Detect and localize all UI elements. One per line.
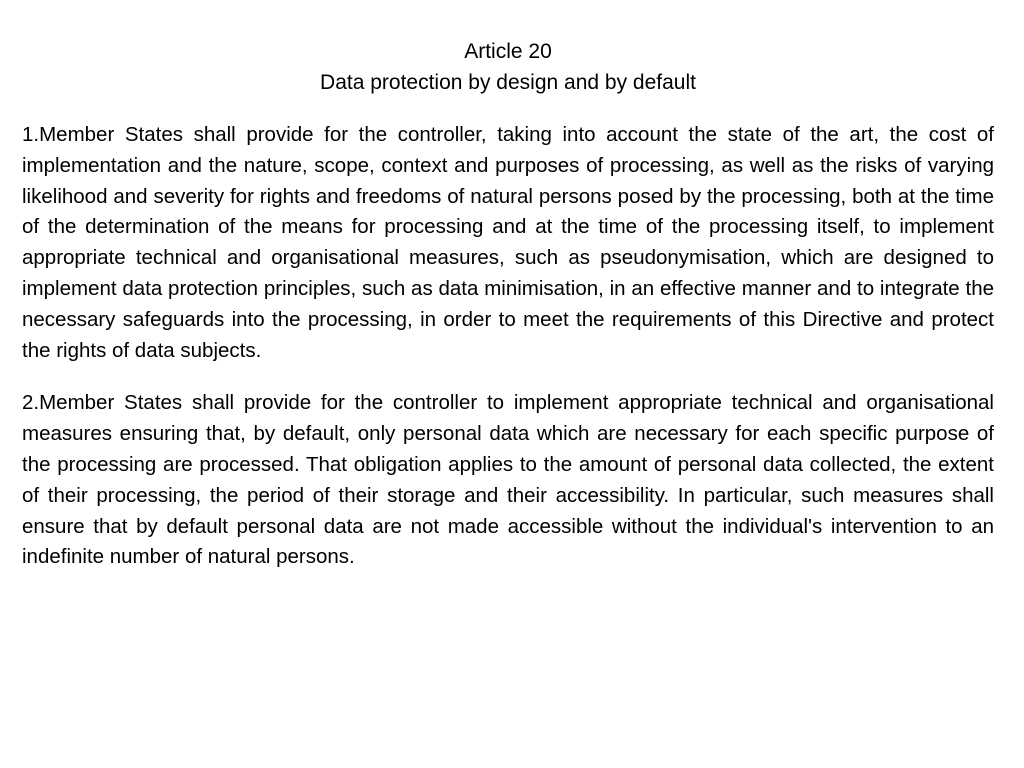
paragraph-2: 2.Member States shall provide for the controller to implement appropriate technical and organisational measures ensuring that, by default, only personal data which are necessary for each specific purpose of the processing are processed. That obligation applies to the amount of personal data collected, the extent of their processing, the period of their storage and their accessibility. In particular, such measures shall ensure that by default personal data are not made accessible without the individual's intervention to an indefinite number of natural persons. (22, 391, 994, 569)
document-slide (22, 36, 994, 573)
article-title: Data protection by design and by default (320, 71, 696, 94)
article-number: Article 20 (464, 40, 552, 63)
article-heading (22, 36, 994, 98)
paragraph-1: 1.Member States shall provide for the controller, taking into account the state of the art, the cost of implementation and the nature, scope, context and purposes of processing, as well as the risks of varying likelihood and severity for rights and freedoms of natural persons posed by the processing, both at the time of the determination of the means for processing and at the time of the processing itself, to implement appropriate technical and organisational measures, such as pseudonymisation, which are designed to implement data protection principles, such as data minimisation, in an effective manner and to integrate the necessary safeguards into the processing, in order to meet the requirements of this Directive and protect the rights of data subjects. (22, 123, 994, 362)
